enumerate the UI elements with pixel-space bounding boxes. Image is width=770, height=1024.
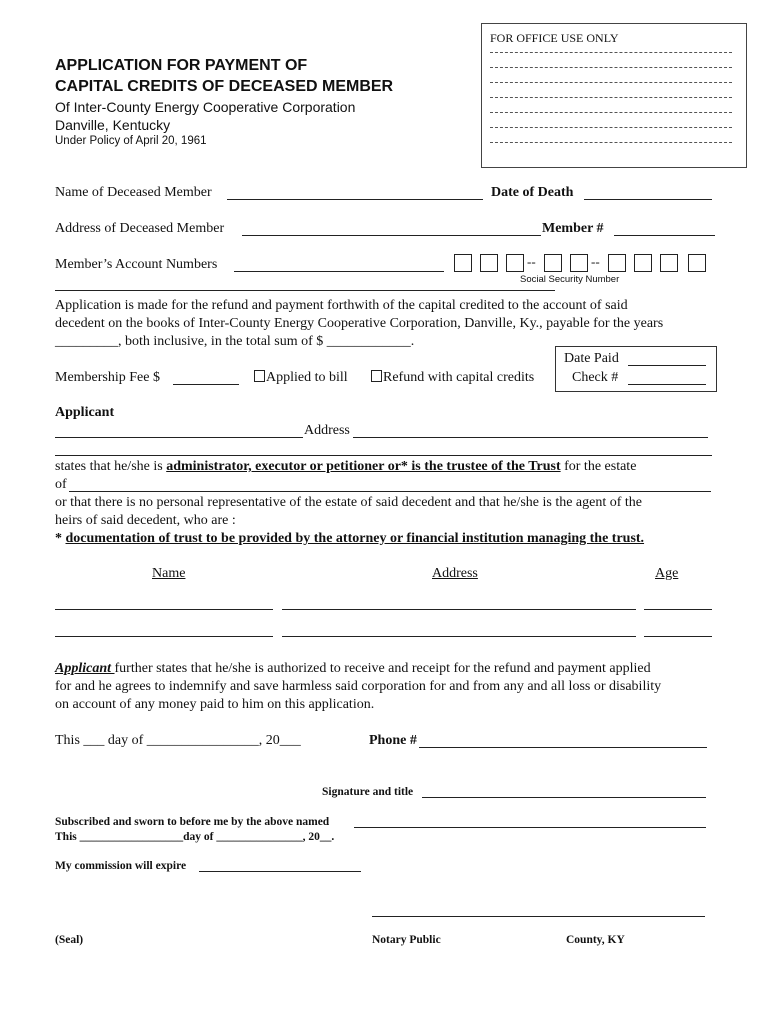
commission-label: My commission will expire: [55, 860, 187, 872]
states-prefix: states that he/she is: [55, 459, 167, 474]
seal-label: (Seal): [55, 934, 84, 946]
applied-to-bill-label: Applied to bill: [266, 370, 348, 385]
ssn-separator: --: [591, 254, 600, 269]
applicant-role-statement: [55, 459, 636, 475]
asterisk: *: [55, 531, 66, 546]
ssn-digit-box[interactable]: [480, 254, 498, 272]
applicant-word: Applicant: [55, 661, 115, 676]
applicant-address-field[interactable]: [353, 423, 708, 438]
form-title-line-1: APPLICATION FOR PAYMENT OF: [55, 57, 308, 74]
applied-to-bill-option[interactable]: [254, 370, 348, 386]
deceased-name-field[interactable]: [227, 185, 483, 200]
heirs-column-name: Name: [152, 566, 186, 581]
office-line: [490, 142, 732, 143]
heir-address-field[interactable]: [282, 636, 636, 637]
ssn-digit-box[interactable]: [660, 254, 678, 272]
subscribed-label: Subscribed and sworn to before me by the above named: [55, 816, 330, 828]
ssn-digit-box[interactable]: [608, 254, 626, 272]
heir-name-field[interactable]: [55, 636, 273, 637]
deceased-address-field[interactable]: [242, 221, 541, 236]
refund-with-credits-label: Refund with capital credits: [383, 370, 535, 385]
heir-name-field[interactable]: [55, 609, 273, 610]
ssn-digit-box[interactable]: [688, 254, 706, 272]
check-number-label: Check #: [572, 370, 619, 385]
this-day-of-line[interactable]: This ___ day of ________________, 20___: [55, 733, 301, 748]
office-line: [490, 52, 732, 53]
no-representative-line-2: heirs of said decedent, who are :: [55, 513, 236, 528]
office-line: [490, 97, 732, 98]
applicant-role-text: administrator, executor or petitioner or* is the trustee of the Trust: [166, 459, 561, 474]
applicant-address-line-2[interactable]: [55, 455, 712, 456]
agreement-line-2: for and he agrees to indemnify and save harmless said corporation for and from any and all loss or disability: [55, 679, 662, 694]
date-paid-box: [555, 346, 717, 392]
heir-address-field[interactable]: [282, 609, 636, 610]
date-paid-label: Date Paid: [564, 351, 619, 366]
heir-age-field[interactable]: [644, 636, 712, 637]
membership-fee-label: Membership Fee $: [55, 370, 160, 385]
applicant-name-field[interactable]: [55, 423, 303, 438]
date-paid-field[interactable]: [628, 351, 706, 366]
office-use-title: FOR OFFICE USE ONLY: [490, 31, 619, 45]
county-label: County, KY: [566, 934, 625, 946]
trust-documentation-note: [55, 531, 644, 547]
application-text-line-3: _________, both inclusive, in the total sum of $ ____________.: [55, 334, 415, 349]
ssn-digit-box[interactable]: [506, 254, 524, 272]
trust-documentation-text: documentation of trust to be provided by the attorney or financial institution managing the trust.: [65, 531, 645, 546]
phone-field[interactable]: [419, 733, 707, 748]
commission-expire-field[interactable]: [199, 859, 361, 872]
applied-to-bill-checkbox[interactable]: [254, 370, 265, 382]
estate-of-label: of: [55, 477, 67, 492]
date-of-death-label: Date of Death: [491, 185, 574, 200]
heirs-column-age: Age: [655, 566, 679, 581]
account-numbers-label: Member’s Account Numbers: [55, 257, 218, 272]
deceased-name-label: Name of Deceased Member: [55, 185, 212, 200]
organization-name: Of Inter-County Energy Cooperative Corporation: [55, 99, 356, 115]
refund-with-credits-checkbox[interactable]: [371, 370, 382, 382]
deceased-address-label: Address of Deceased Member: [55, 221, 225, 236]
agreement-line-1-rest: further states that he/she is authorized to receive and receipt for the refund and payment applied: [114, 661, 651, 676]
ssn-digit-box[interactable]: [570, 254, 588, 272]
office-use-box: [481, 23, 747, 168]
account-numbers-field[interactable]: [234, 257, 444, 272]
heir-age-field[interactable]: [644, 609, 712, 610]
notary-this-day-line[interactable]: This __________________day of _______________, 20__.: [55, 831, 335, 843]
heirs-column-address: Address: [432, 566, 478, 581]
date-of-death-field[interactable]: [584, 185, 712, 200]
phone-label: Phone #: [369, 733, 417, 748]
office-line: [490, 127, 732, 128]
states-suffix: for the estate: [560, 459, 637, 474]
agreement-line-1: [55, 661, 651, 677]
notary-signature-line[interactable]: [372, 916, 705, 917]
ssn-caption: Social Security Number: [520, 274, 620, 285]
agreement-line-3: on account of any money paid to him on this application.: [55, 697, 375, 712]
form-title-line-2: CAPITAL CREDITS OF DECEASED MEMBER: [55, 78, 394, 95]
application-text-line-2: decedent on the books of Inter-County Energy Cooperative Corporation, Danville, Ky., payable for the years: [55, 316, 664, 331]
estate-of-field[interactable]: [69, 477, 711, 492]
ssn-digit-box[interactable]: [634, 254, 652, 272]
office-line: [490, 67, 732, 68]
refund-with-credits-option[interactable]: [371, 370, 534, 386]
signature-title-label: Signature and title: [322, 786, 414, 798]
office-line: [490, 82, 732, 83]
account-extra-line[interactable]: [55, 290, 555, 291]
subscribed-name-field[interactable]: [354, 815, 706, 828]
notary-public-label: Notary Public: [372, 934, 441, 946]
applicant-address-label: Address: [304, 423, 350, 438]
policy-date: Under Policy of April 20, 1961: [55, 135, 207, 147]
check-number-field[interactable]: [628, 370, 706, 385]
no-representative-line-1: or that there is no personal representative of the estate of said decedent and that he/she is the agent of the: [55, 495, 643, 510]
signature-title-field[interactable]: [422, 785, 706, 798]
member-number-field[interactable]: [614, 221, 715, 236]
ssn-digit-box[interactable]: [454, 254, 472, 272]
membership-fee-field[interactable]: [173, 370, 239, 385]
organization-city: Danville, Kentucky: [55, 117, 171, 133]
member-number-label: Member #: [542, 221, 604, 236]
applicant-heading: Applicant: [55, 405, 115, 420]
office-line: [490, 112, 732, 113]
ssn-separator: --: [527, 254, 536, 269]
application-text-line-1: Application is made for the refund and payment forthwith of the capital credited to the account of said: [55, 298, 628, 313]
ssn-digit-box[interactable]: [544, 254, 562, 272]
